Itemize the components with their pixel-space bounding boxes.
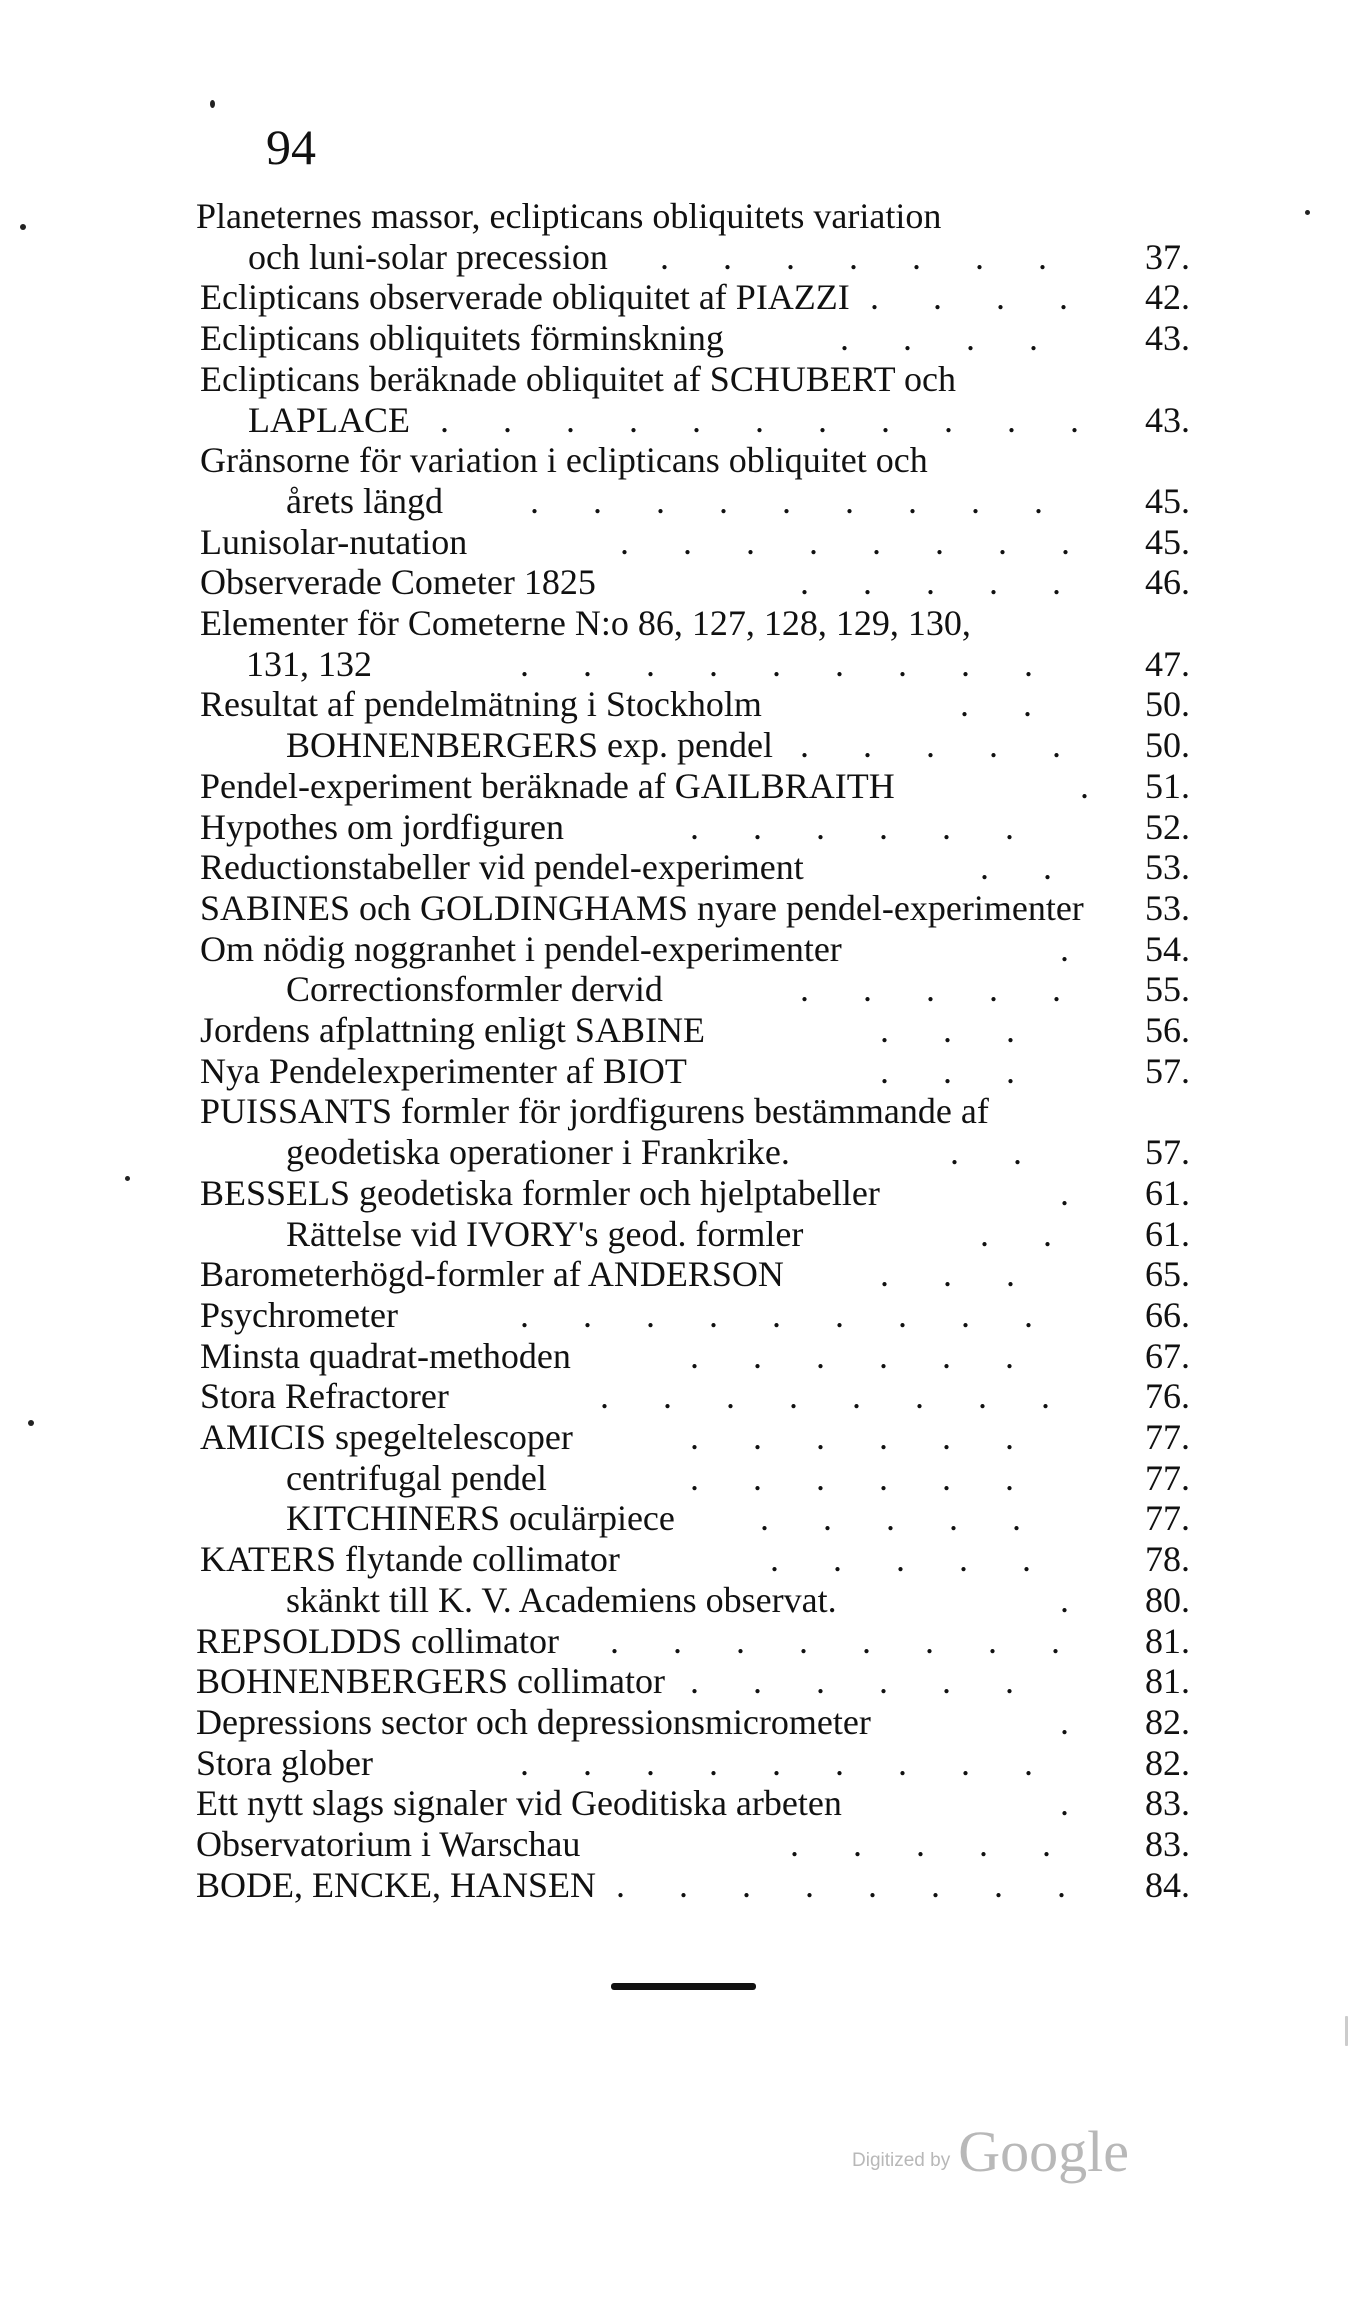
toc-entry-page: 80.: [1145, 1580, 1190, 1620]
dot-leader: . . .: [880, 1010, 1015, 1050]
toc-entry-title: PUISSANTS formler för jordfigurens bestämmande af: [200, 1091, 989, 1131]
scan-speck: [1345, 2016, 1348, 2046]
toc-entry-page: 45.: [1145, 522, 1190, 562]
dot-leader: . . . . . .: [690, 1458, 1014, 1498]
toc-entry-page: 61.: [1145, 1173, 1190, 1213]
dot-leader: . . . . . . . .: [610, 1621, 1060, 1661]
dot-leader: . .: [980, 847, 1052, 887]
dot-leader: . .: [980, 1214, 1052, 1254]
toc-entry-title: Gränsorne för variation i eclipticans obliquitet och: [200, 440, 928, 480]
toc-entry-title: centrifugal pendel: [286, 1458, 547, 1498]
toc-entry-page: 82.: [1145, 1743, 1190, 1783]
toc-entry: [0, 196, 1360, 236]
end-rule: [611, 1983, 756, 1990]
toc-entry-page: 55.: [1145, 969, 1190, 1009]
toc-entry-page: 83.: [1145, 1824, 1190, 1864]
dot-leader: . . . . .: [800, 725, 1061, 765]
toc-entry: [0, 277, 1360, 317]
toc-entry-title: Reductionstabeller vid pendel-experiment: [200, 847, 804, 887]
toc-entry-title: och luni-solar precession: [248, 237, 608, 277]
toc-entry-title: Jordens afplattning enligt SABINE: [200, 1010, 705, 1050]
toc-entry: [0, 318, 1360, 358]
toc-entry-page: 45.: [1145, 481, 1190, 521]
toc-entry-page: 47.: [1145, 644, 1190, 684]
toc-entry-page: 56.: [1145, 1010, 1190, 1050]
toc-entry-page: 37.: [1145, 237, 1190, 277]
dot-leader: . . . . . . . .: [600, 1376, 1050, 1416]
toc-entry-title: Minsta quadrat-methoden: [200, 1336, 571, 1376]
toc-entry: [0, 888, 1360, 928]
toc-entry-title: Nya Pendelexperimenter af BIOT: [200, 1051, 687, 1091]
toc-entry-title: AMICIS spegeltelescoper: [200, 1417, 573, 1457]
toc-entry: [0, 1173, 1360, 1213]
toc-entry: [0, 644, 1360, 684]
toc-entry-page: 46.: [1145, 562, 1190, 602]
toc-entry-title: Om nödig noggranhet i pendel-experimenter: [200, 929, 842, 969]
toc-entry: [0, 1132, 1360, 1172]
dot-leader: . . . . .: [770, 1539, 1031, 1579]
toc-entry-title: Stora glober: [196, 1743, 373, 1783]
toc-entry-title: 131, 132: [246, 644, 372, 684]
toc-entry-title: Ett nytt slags signaler vid Geoditiska arbeten: [196, 1783, 842, 1823]
toc-entry: [0, 400, 1360, 440]
toc-entry-page: 51.: [1145, 766, 1190, 806]
toc-entry-title: Depressions sector och depressionsmicrometer: [196, 1702, 871, 1742]
toc-entry-title: Elementer för Cometerne N:o 86, 127, 128, 129, 130,: [200, 603, 971, 643]
dot-leader: . . . . . . . . .: [520, 644, 1033, 684]
dot-leader: . . . . .: [800, 969, 1061, 1009]
toc-entry: [0, 1010, 1360, 1050]
toc-entry-title: Resultat af pendelmätning i Stockholm: [200, 684, 762, 724]
toc-entry: [0, 1783, 1360, 1823]
scan-speck: [210, 100, 215, 108]
toc-entry: [0, 603, 1360, 643]
dot-leader: . . . . .: [800, 562, 1061, 602]
toc-entry: [0, 1865, 1360, 1905]
toc-entry: [0, 1702, 1360, 1742]
dot-leader: . . . .: [870, 277, 1068, 317]
toc-entry: [0, 929, 1360, 969]
toc-entry: [0, 1254, 1360, 1294]
toc-entry: [0, 1824, 1360, 1864]
toc-entry-title: BOHNENBERGERS collimator: [196, 1661, 665, 1701]
toc-entry-page: 81.: [1145, 1661, 1190, 1701]
toc-entry: [0, 522, 1360, 562]
dot-leader: .: [1080, 766, 1089, 806]
scan-speck: [125, 1176, 130, 1181]
toc-entry: [0, 807, 1360, 847]
toc-entry-title: årets längd: [286, 481, 443, 521]
toc-entry: [0, 1295, 1360, 1335]
dot-leader: . .: [950, 1132, 1022, 1172]
dot-leader: . . . . .: [760, 1498, 1021, 1538]
toc-entry-page: 67.: [1145, 1336, 1190, 1376]
dot-leader: .: [1060, 1783, 1069, 1823]
toc-entry-title: BESSELS geodetiska formler och hjelptabeller: [200, 1173, 880, 1213]
toc-entry-page: 76.: [1145, 1376, 1190, 1416]
dot-leader: . . . .: [840, 318, 1038, 358]
dot-leader: . . . . . . . .: [616, 1865, 1066, 1905]
dot-leader: .: [1060, 1580, 1069, 1620]
toc-entry: [0, 1214, 1360, 1254]
toc-entry-title: BODE, ENCKE, HANSEN: [196, 1865, 596, 1905]
toc-entry-title: skänkt till K. V. Academiens observat.: [286, 1580, 837, 1620]
toc-entry-title: Rättelse vid IVORY's geod. formler: [286, 1214, 804, 1254]
toc-entry: [0, 1376, 1360, 1416]
toc-entry-page: 50.: [1145, 684, 1190, 724]
toc-entry-title: Observerade Cometer 1825: [200, 562, 596, 602]
dot-leader: . . . . . . . . .: [530, 481, 1043, 521]
toc-entry-title: geodetiska operationer i Frankrike.: [286, 1132, 790, 1172]
toc-entry-page: 77.: [1145, 1498, 1190, 1538]
scan-speck: [28, 1420, 34, 1426]
toc-entry-page: 42.: [1145, 277, 1190, 317]
dot-leader: . . . . . . . . . . .: [440, 400, 1079, 440]
toc-entry-page: 52.: [1145, 807, 1190, 847]
toc-entry-title: Correctionsformler dervid: [286, 969, 663, 1009]
toc-entry-page: 83.: [1145, 1783, 1190, 1823]
toc-entry: [0, 684, 1360, 724]
toc-entry: [0, 1051, 1360, 1091]
toc-entry-title: KATERS flytande collimator: [200, 1539, 620, 1579]
toc-entry: [0, 1458, 1360, 1498]
toc-entry-page: 57.: [1145, 1132, 1190, 1172]
toc-entry-title: Stora Refractorer: [200, 1376, 449, 1416]
toc-entry-title: Hypothes om jordfiguren: [200, 807, 564, 847]
toc-entry-title: KITCHINERS oculärpiece: [286, 1498, 675, 1538]
dot-leader: . . .: [880, 1254, 1015, 1294]
toc-entry-title: LAPLACE: [248, 400, 410, 440]
toc-entry-page: 54.: [1145, 929, 1190, 969]
toc-entry-title: Psychrometer: [200, 1295, 398, 1335]
toc-entry: [0, 440, 1360, 480]
scan-speck: [1305, 210, 1310, 215]
dot-leader: . . . . . . . . .: [520, 1743, 1033, 1783]
toc-entry-page: 78.: [1145, 1539, 1190, 1579]
toc-entry: [0, 725, 1360, 765]
toc-entry: [0, 1539, 1360, 1579]
page-number: 94: [266, 119, 316, 175]
toc-entry: [0, 1621, 1360, 1661]
toc-entry-title: Eclipticans obliquitets förminskning: [200, 318, 724, 358]
toc-entry-title: Eclipticans observerade obliquitet af PIAZZI: [200, 277, 850, 317]
toc-entry-page: 53.: [1145, 888, 1190, 928]
dot-leader: . . .: [880, 1051, 1015, 1091]
toc-entry: [0, 847, 1360, 887]
toc-entry: [0, 766, 1360, 806]
toc-entry: [0, 969, 1360, 1009]
toc-entry: [0, 562, 1360, 602]
toc-entry-title: Eclipticans beräknade obliquitet af SCHUBERT och: [200, 359, 956, 399]
toc-entry-page: 53.: [1145, 847, 1190, 887]
toc-entry-page: 43.: [1145, 400, 1190, 440]
toc-entry-page: 61.: [1145, 1214, 1190, 1254]
toc-entry-title: Observatorium i Warschau: [196, 1824, 581, 1864]
watermark-prefix: Digitized by: [852, 2150, 951, 2171]
toc-entry-page: 77.: [1145, 1417, 1190, 1457]
dot-leader: . . . . . .: [690, 1336, 1014, 1376]
toc-entry: [0, 1743, 1360, 1783]
toc-entry: [0, 237, 1360, 277]
digitized-by-watermark: [852, 2118, 1129, 2185]
toc-entry: [0, 1417, 1360, 1457]
toc-entry-title: BOHNENBERGERS exp. pendel: [286, 725, 773, 765]
dot-leader: . . . . . . .: [660, 237, 1047, 277]
dot-leader: . . . . . . . .: [620, 522, 1070, 562]
toc-entry-title: Planeternes massor, eclipticans obliquitets variation: [196, 196, 942, 236]
dot-leader: .: [1060, 1702, 1069, 1742]
toc-entry-page: 65.: [1145, 1254, 1190, 1294]
toc-entry-title: Pendel-experiment beräknade af GAILBRAITH: [200, 766, 895, 806]
toc-entry-page: 81.: [1145, 1621, 1190, 1661]
dot-leader: . .: [960, 684, 1032, 724]
toc-entry: [0, 1580, 1360, 1620]
toc-entry-page: 57.: [1145, 1051, 1190, 1091]
toc-entry-title: Lunisolar-nutation: [200, 522, 468, 562]
toc-entry-title: Barometerhögd-formler af ANDERSON: [200, 1254, 784, 1294]
toc-entry-title: REPSOLDDS collimator: [196, 1621, 560, 1661]
toc-entry: [0, 359, 1360, 399]
toc-entry-page: 82.: [1145, 1702, 1190, 1742]
dot-leader: . . . . . .: [690, 807, 1014, 847]
scan-speck: [20, 224, 26, 230]
watermark-brand: Google: [958, 2119, 1129, 2184]
dot-leader: . . . . . . . . .: [520, 1295, 1033, 1335]
toc-entry-page: 84.: [1145, 1865, 1190, 1905]
toc-entry: [0, 1498, 1360, 1538]
dot-leader: . . . . .: [790, 1824, 1051, 1864]
toc-entry: [0, 481, 1360, 521]
toc-entry: [0, 1091, 1360, 1131]
dot-leader: . . . . . .: [690, 1661, 1014, 1701]
toc-entry-page: 50.: [1145, 725, 1190, 765]
toc-entry-page: 66.: [1145, 1295, 1190, 1335]
dot-leader: . . . . . .: [690, 1417, 1014, 1457]
toc-entry-title: SABINES och GOLDINGHAMS nyare pendel-experimenter: [200, 888, 1084, 928]
dot-leader: .: [1060, 1173, 1069, 1213]
toc-entry: [0, 1336, 1360, 1376]
toc-entry-page: 43.: [1145, 318, 1190, 358]
dot-leader: .: [1060, 929, 1069, 969]
toc-entry-page: 77.: [1145, 1458, 1190, 1498]
toc-entry: [0, 1661, 1360, 1701]
